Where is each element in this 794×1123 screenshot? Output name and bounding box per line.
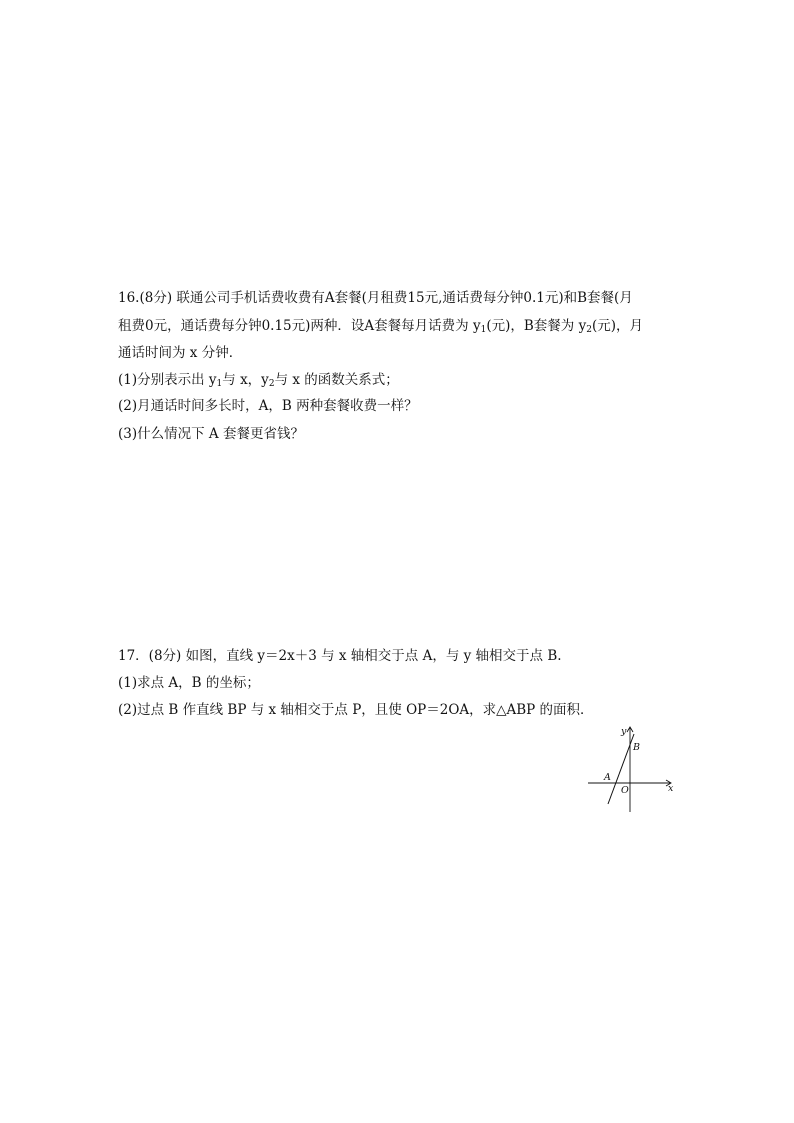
q16-part2: (2)月通话时间多长时，A，B 两种套餐收费一样？ (118, 398, 418, 414)
label-B: B (633, 742, 640, 753)
q16-line2-subscript-1: 1 (480, 325, 487, 335)
coordinate-figure (586, 722, 678, 814)
q16-part1-text-b: 与 x，y (222, 372, 269, 388)
q17-part1: (1)求点 A，B 的坐标； (118, 675, 260, 691)
q16-line1: 16.(8分) 联通公司手机话费收费有A套餐(月租费15元,通话费每分钟0.1元)和B套餐(月 (118, 290, 633, 306)
label-A: A (604, 772, 611, 783)
q16-line2 (118, 317, 643, 339)
label-x: x (668, 783, 674, 794)
q16-part1 (118, 371, 399, 393)
q16-part3: (3)什么情况下 A 套餐更省钱？ (118, 426, 304, 442)
q16-line2-text-c: (元)，月 (591, 318, 643, 334)
q16-part1-subscript-1: 1 (216, 379, 223, 389)
label-O: O (621, 785, 629, 796)
q17-line1: 17．(8分) 如图，直线 y＝2x＋3 与 x 轴相交于点 A，与 y 轴相交于点 B. (118, 648, 562, 664)
label-y: y (621, 726, 627, 737)
q16-line2-subscript-2: 2 (586, 325, 592, 335)
q16-line2-text-a: 租费0元，通话费每分钟0.15元)两种．设A套餐每月话费为 y (118, 318, 481, 334)
q16-part1-text-a: (1)分别表示出 y (118, 372, 217, 388)
q16-line2-text-b: (元)，B套餐为 y (486, 318, 587, 334)
q16-part1-subscript-2: 2 (268, 379, 275, 389)
q16-part1-text-c: 与 x 的函数关系式； (274, 372, 399, 388)
q16-line3: 通话时间为 x 分钟． (118, 345, 243, 361)
q17-part2: (2)过点 B 作直线 BP 与 x 轴相交于点 P，且使 OP＝2OA，求△ABP 的面积． (118, 702, 594, 718)
